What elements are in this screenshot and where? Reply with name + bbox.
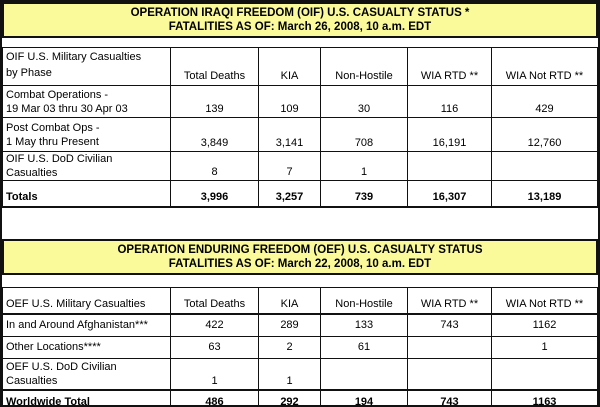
oif-title-band [2, 2, 598, 38]
text-line: by Phase [6, 67, 52, 79]
oif-header-row [3, 48, 598, 86]
cell-value: 109 [259, 86, 321, 118]
oif-title: OPERATION IRAQI FREEDOM (OIF) U.S. CASUALTY STATUS * [130, 7, 470, 19]
row-label-cell: In and Around Afghanistan*** [3, 314, 171, 336]
table-row-oef-civilian [3, 358, 598, 390]
cell-value: 429 [492, 86, 598, 118]
cell-value: 12,760 [492, 118, 598, 152]
col-header-total-deaths: Total Deaths [171, 48, 259, 86]
cell-value: 289 [259, 314, 321, 336]
col-header-non-hostile: Non-Hostile [321, 287, 408, 314]
cell-value: 194 [321, 390, 408, 407]
cell-value [408, 152, 492, 181]
col-header-wia-rtd: WIA RTD ** [408, 287, 492, 314]
oef-header-label-cell: OEF U.S. Military Casualties [3, 287, 171, 314]
cell-value: 116 [408, 86, 492, 118]
col-header-wia-not-rtd: WIA Not RTD ** [492, 287, 598, 314]
cell-value [408, 336, 492, 358]
cell-value [408, 358, 492, 390]
cell-value: 2 [259, 336, 321, 358]
cell-value: 1 [492, 336, 598, 358]
text-line: Casualties [6, 374, 58, 387]
text-line: 1 May thru Present [6, 135, 99, 148]
cell-value: 133 [321, 314, 408, 336]
oif-subtitle: FATALITIES AS OF: March 26, 2008, 10 a.m. EDT [168, 21, 432, 33]
text-line: Post Combat Ops - [6, 121, 100, 134]
cell-value: 61 [321, 336, 408, 358]
cell-value: 13,189 [492, 181, 598, 207]
col-header-kia: KIA [259, 287, 321, 314]
text-line: OEF U.S. DoD Civilian [6, 360, 117, 373]
cell-value: 3,996 [171, 181, 259, 207]
col-header-total-deaths: Total Deaths [171, 287, 259, 314]
spacer [2, 275, 598, 287]
cell-value: 422 [171, 314, 259, 336]
table-row-worldwide-total [3, 390, 598, 407]
cell-value: 1 [321, 152, 408, 181]
oef-title-band [2, 239, 598, 275]
cell-value: 708 [321, 118, 408, 152]
oef-subtitle: FATALITIES AS OF: March 22, 2008, 10 a.m. EDT [168, 257, 432, 270]
cell-value: 3,257 [259, 181, 321, 207]
cell-value: 3,141 [259, 118, 321, 152]
cell-value: 1 [259, 358, 321, 390]
cell-value: 1163 [492, 390, 598, 407]
text-line: OIF U.S. Military Casualties [6, 51, 142, 63]
table-row-oif-civilian [3, 152, 598, 181]
totals-label: Totals [3, 181, 171, 207]
table-row-post-combat-ops [3, 118, 598, 152]
cell-value: 739 [321, 181, 408, 207]
cell-value: 16,191 [408, 118, 492, 152]
spacer [2, 208, 598, 239]
cell-value: 8 [171, 152, 259, 181]
oif-table [2, 47, 598, 208]
col-header-wia-not-rtd: WIA Not RTD ** [492, 48, 598, 86]
cell-value: 16,307 [408, 181, 492, 207]
cell-value [492, 358, 598, 390]
row-label-cell [3, 358, 171, 390]
text-line: Combat Operations - [6, 88, 109, 101]
cell-value: 139 [171, 86, 259, 118]
text-line: Casualties [6, 167, 58, 179]
table-row-afghanistan [3, 314, 598, 336]
table-row-oif-totals [3, 181, 598, 207]
oef-table [2, 287, 598, 407]
cell-value: 3,849 [171, 118, 259, 152]
cell-value: 30 [321, 86, 408, 118]
text-line: 19 Mar 03 thru 30 Apr 03 [6, 102, 128, 115]
row-label-cell [3, 118, 171, 152]
oef-title: OPERATION ENDURING FREEDOM (OEF) U.S. CASUALTY STATUS [117, 243, 483, 256]
cell-value: 7 [259, 152, 321, 181]
row-label-cell [3, 86, 171, 118]
text-line: OIF U.S. DoD Civilian [6, 153, 113, 165]
cell-value: 1162 [492, 314, 598, 336]
col-header-kia: KIA [259, 48, 321, 86]
col-header-non-hostile: Non-Hostile [321, 48, 408, 86]
table-row-other-locations [3, 336, 598, 358]
row-label-cell: Other Locations**** [3, 336, 171, 358]
oif-header-label-cell [3, 48, 171, 86]
cell-value: 743 [408, 390, 492, 407]
row-label-cell [3, 152, 171, 181]
totals-label: Worldwide Total [3, 390, 171, 407]
cell-value [492, 152, 598, 181]
table-row-combat-operations [3, 86, 598, 118]
oef-header-row [3, 287, 598, 314]
cell-value: 292 [259, 390, 321, 407]
cell-value [321, 358, 408, 390]
col-header-wia-rtd: WIA RTD ** [408, 48, 492, 86]
spacer [2, 38, 598, 47]
cell-value: 1 [171, 358, 259, 390]
cell-value: 63 [171, 336, 259, 358]
cell-value: 486 [171, 390, 259, 407]
cell-value: 743 [408, 314, 492, 336]
